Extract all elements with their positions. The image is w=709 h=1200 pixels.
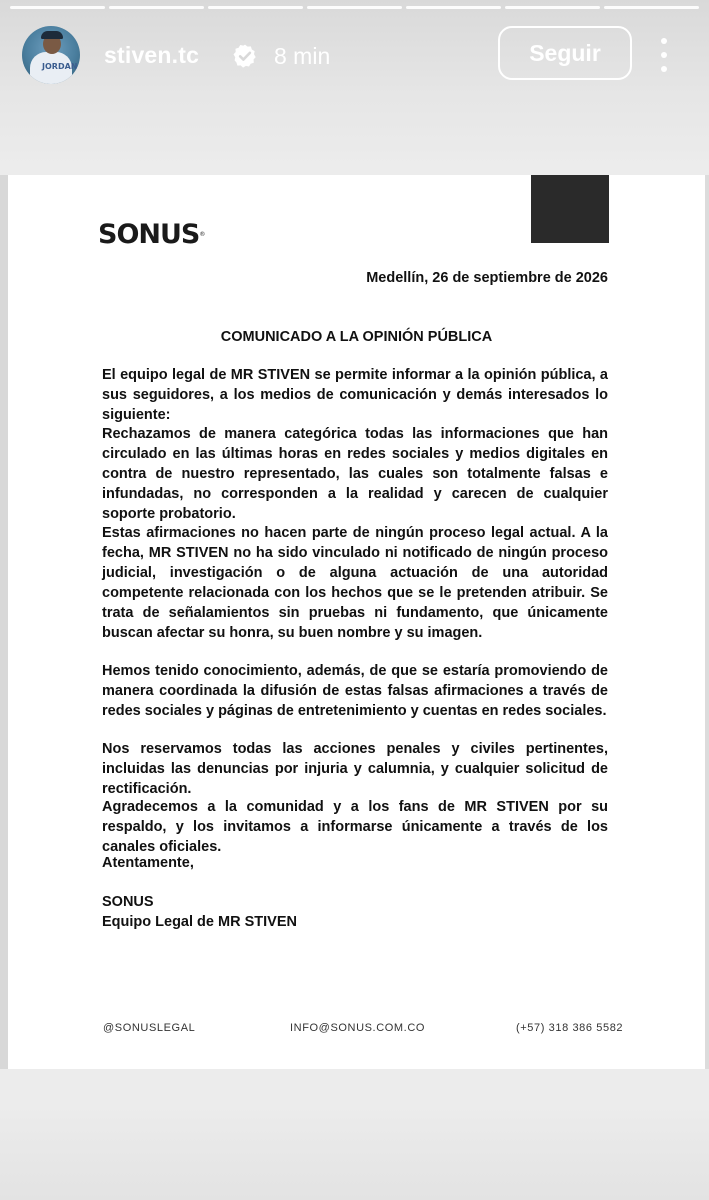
signature-name: SONUS [102,894,154,910]
footer-email: INFO@SONUS.COM.CO [290,1022,426,1034]
paragraph: Hemos tenido conocimiento, además, de que se estaría promoviendo de manera coordinada la difusión de estas falsas afirmaciones a través de redes sociales y páginas de entretenimiento y cuentas en redes sociales. [102,663,608,719]
story-header [22,26,687,86]
document-date: Medellín, 26 de septiembre de 2026 [366,270,608,286]
closing-line: Atentamente, [102,855,194,871]
paragraph: Agradecemos a la comunidad y a los fans de MR STIVEN por su respaldo, y los invitamos a informarse únicamente a través de los canales oficiales. [102,799,608,855]
avatar-cap [41,31,63,39]
logo-text: SONUS [98,219,200,250]
footer-social-handle: @SONUSLEGAL [103,1022,196,1034]
progress-segment [307,6,402,9]
progress-segment [208,6,303,9]
avatar-shirt-text: JORDAN [42,62,78,71]
signature-role: Equipo Legal de MR STIVEN [102,914,297,930]
document-left-edge [0,175,8,1069]
progress-segment [604,6,699,9]
logo-registered-mark: ® [199,231,205,238]
redacted-block [531,175,609,243]
verified-badge-icon [232,43,258,69]
more-dot [661,66,667,72]
avatar[interactable] [22,26,80,84]
sonus-logo [98,219,204,250]
paragraph: Nos reservamos todas las acciones penales y civiles pertinentes, incluidas las denuncias por injuria y calumnia, y cualquier solicitud de rectificación. [102,741,608,797]
progress-segment [10,6,105,9]
document-right-edge [705,175,709,1069]
story-time: 8 min [274,43,331,69]
progress-segment [109,6,204,9]
document-title: COMUNICADO A LA OPINIÓN PÚBLICA [220,329,493,345]
more-dot [661,52,667,58]
press-release-document [8,175,705,1069]
username[interactable]: stiven.tc [104,42,200,68]
footer-phone: (+57) 318 386 5582 [516,1022,624,1034]
paragraph: Estas afirmaciones no hacen parte de ningún proceso legal actual. A la fecha, MR STIVEN no ha sido vinculado ni notificado de ningún proceso judicial, investigación o de alguna actuación de una autoridad competente relacionada con los hechos que se le pretenden atribuir. Se trata de señalamientos sin pruebas ni fundamento, que únicamente buscan afectar su honra, su buen nombre y su imagen. [102,525,608,641]
paragraph: El equipo legal de MR STIVEN se permite informar a la opinión pública, a sus seguidores, a los medios de comunicación y demás interesados lo siguiente: [102,367,608,423]
follow-button[interactable]: Seguir [498,26,632,80]
progress-segment [505,6,600,9]
progress-segment [406,6,501,9]
story-progress-bar [10,6,699,9]
more-dot [661,38,667,44]
paragraph: Rechazamos de manera categórica todas las informaciones que han circulado en las últimas horas en redes sociales y medios digitales en contra de nuestro representado, las cuales son totalmente falsas e infundadas, no corresponden a la realidad y carecen de cualquier soporte probatorio. [102,426,608,522]
more-vertical-icon[interactable] [658,38,670,72]
